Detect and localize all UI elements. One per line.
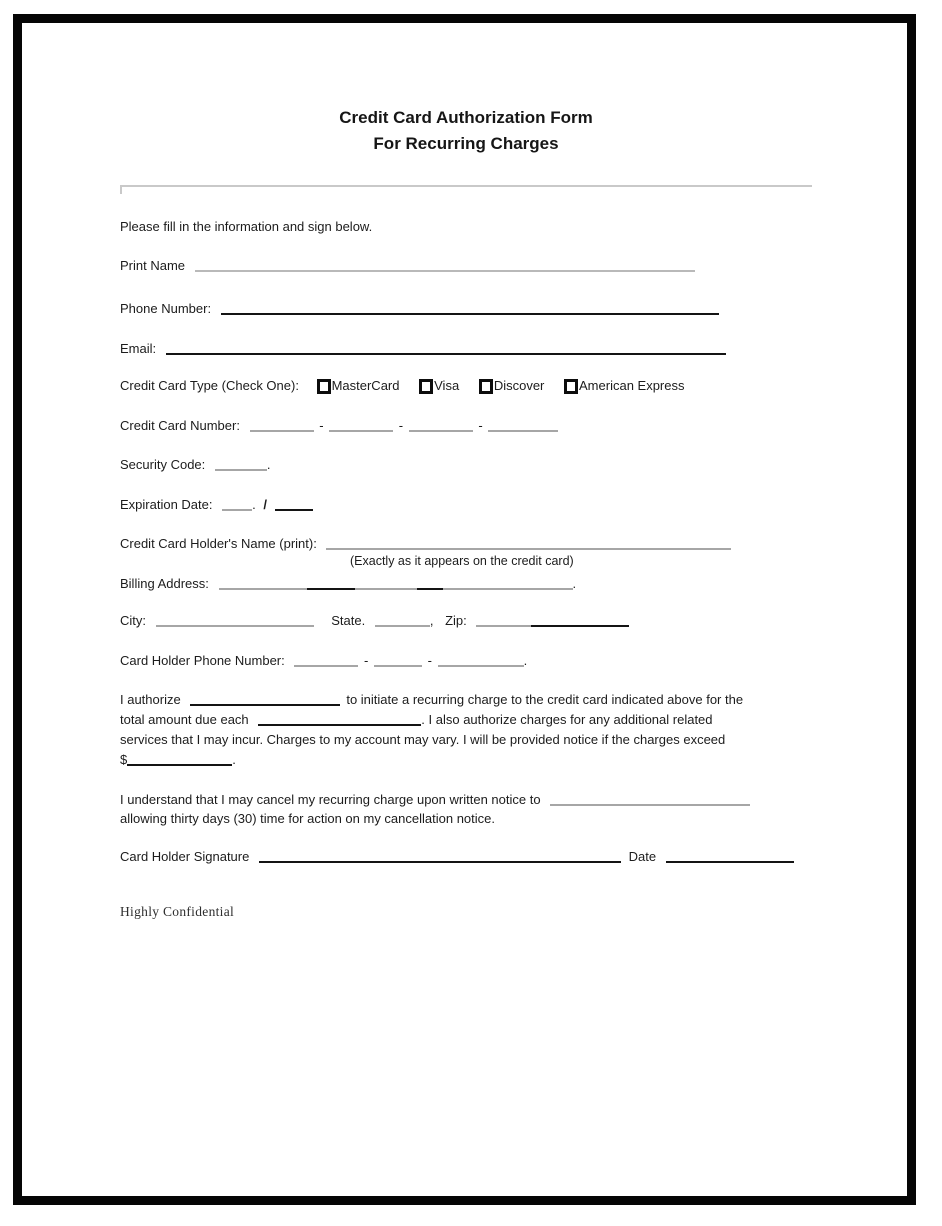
confidential-footer: Highly Confidential	[120, 904, 235, 919]
billing-address-row	[120, 575, 576, 593]
city-label: City:	[120, 613, 146, 628]
print-name-field[interactable]	[195, 259, 695, 272]
holder-phone-separator: -	[427, 653, 432, 668]
card-number-separator: -	[398, 418, 404, 433]
section-divider	[120, 185, 812, 187]
cancellation-text: I understand that I may cancel my recurring charge upon written notice to	[120, 792, 541, 807]
billing-line-segment	[219, 577, 307, 590]
holder-phone-separator: -	[364, 653, 369, 668]
state-field[interactable]	[375, 614, 430, 627]
card-number-separator: -	[478, 418, 483, 433]
card-number-row	[120, 417, 558, 435]
signature-field[interactable]	[259, 850, 621, 863]
amex-checkbox[interactable]	[564, 379, 578, 394]
cancellation-text: allowing thirty days (30) time for action on my cancellation notice.	[120, 811, 496, 826]
billing-address-field[interactable]	[219, 576, 573, 591]
holder-name-row	[120, 535, 731, 553]
security-code-suffix: .	[266, 457, 271, 472]
billing-address-label: Billing Address:	[120, 576, 209, 591]
billing-line-segment	[307, 577, 355, 590]
visa-option	[419, 378, 459, 393]
security-code-row	[120, 456, 271, 474]
authorized-company-field[interactable]	[190, 693, 340, 706]
zip-label: Zip:	[445, 613, 467, 628]
expiration-year-field[interactable]	[275, 498, 313, 511]
document-page	[22, 23, 907, 1196]
page-border	[13, 14, 916, 1205]
authorization-text: I authorize	[120, 692, 181, 707]
authorization-text: total amount due each	[120, 712, 249, 727]
zip-field[interactable]	[476, 613, 629, 628]
holder-name-label: Credit Card Holder's Name (print):	[120, 536, 317, 551]
state-label: State.	[331, 613, 366, 628]
cancel-notice-recipient-field[interactable]	[550, 793, 750, 806]
signature-row	[120, 848, 794, 866]
page-title	[120, 105, 812, 157]
mastercard-checkbox[interactable]	[317, 379, 331, 394]
authorization-text: to initiate a recurring charge to the credit card indicated above for the	[346, 692, 744, 707]
visa-label: Visa	[434, 378, 460, 393]
card-type-row	[120, 377, 685, 395]
card-number-segment-1[interactable]	[250, 419, 314, 432]
zip-line-segment	[476, 614, 531, 627]
expiration-label: Expiration Date:	[120, 497, 213, 512]
date-field[interactable]	[666, 850, 794, 863]
authorization-text: services that I may incur. Charges to my account may vary. I will be provided notice if the charges exceed	[120, 732, 726, 747]
intro-text: Please fill in the information and sign below.	[120, 219, 373, 234]
holder-phone-segment-2[interactable]	[374, 654, 422, 667]
holder-phone-label: Card Holder Phone Number:	[120, 653, 285, 668]
authorization-text: $	[120, 752, 128, 767]
expiration-separator: /	[263, 497, 267, 512]
phone-row	[120, 300, 719, 318]
amex-label: American Express	[579, 378, 685, 393]
expiration-row	[120, 496, 313, 514]
holder-name-note: (Exactly as it appears on the credit card)	[350, 554, 574, 568]
email-row	[120, 340, 726, 358]
card-type-label: Credit Card Type (Check One):	[120, 378, 299, 393]
authorization-text: . I also authorize charges for any additional related	[421, 712, 713, 727]
mastercard-label: MasterCard	[331, 378, 400, 393]
visa-checkbox[interactable]	[419, 379, 433, 394]
email-label: Email:	[120, 341, 157, 356]
title-line-1: Credit Card Authorization Form	[339, 108, 593, 127]
billing-suffix: .	[572, 576, 577, 591]
due-period-field[interactable]	[258, 713, 421, 726]
discover-checkbox[interactable]	[479, 379, 493, 394]
phone-field[interactable]	[221, 302, 719, 315]
expiration-month-field[interactable]	[222, 498, 252, 511]
authorization-paragraph	[120, 690, 820, 770]
state-suffix: ,	[429, 613, 434, 628]
card-number-segment-3[interactable]	[409, 419, 473, 432]
title-line-2: For Recurring Charges	[373, 134, 559, 153]
zip-line-segment	[531, 614, 629, 627]
date-label: Date	[628, 849, 657, 864]
signature-label: Card Holder Signature	[120, 849, 250, 864]
discover-label: Discover	[493, 378, 545, 393]
amex-option	[564, 378, 684, 393]
email-field[interactable]	[166, 342, 726, 355]
billing-line-segment	[355, 577, 417, 590]
holder-phone-segment-3[interactable]	[438, 654, 524, 667]
phone-label: Phone Number:	[120, 301, 212, 316]
print-name-row	[120, 257, 695, 275]
card-number-segment-4[interactable]	[488, 419, 558, 432]
exceed-amount-field[interactable]	[127, 753, 232, 766]
billing-line-segment	[443, 577, 573, 590]
card-number-segment-2[interactable]	[329, 419, 393, 432]
city-field[interactable]	[156, 614, 314, 627]
card-number-separator: -	[319, 418, 324, 433]
billing-line-segment	[417, 577, 443, 590]
holder-phone-row	[120, 652, 527, 670]
holder-name-field[interactable]	[326, 537, 731, 550]
expiration-suffix: .	[252, 497, 256, 512]
card-number-label: Credit Card Number:	[120, 418, 240, 433]
security-code-field[interactable]	[215, 458, 267, 471]
holder-phone-segment-1[interactable]	[294, 654, 358, 667]
mastercard-option	[317, 378, 400, 393]
security-code-label: Security Code:	[120, 457, 206, 472]
holder-phone-suffix: .	[523, 653, 528, 668]
authorization-text: .	[232, 752, 236, 767]
cancellation-paragraph	[120, 790, 820, 828]
city-state-zip-row	[120, 612, 629, 630]
discover-option	[479, 378, 545, 393]
print-name-label: Print Name	[120, 258, 186, 273]
